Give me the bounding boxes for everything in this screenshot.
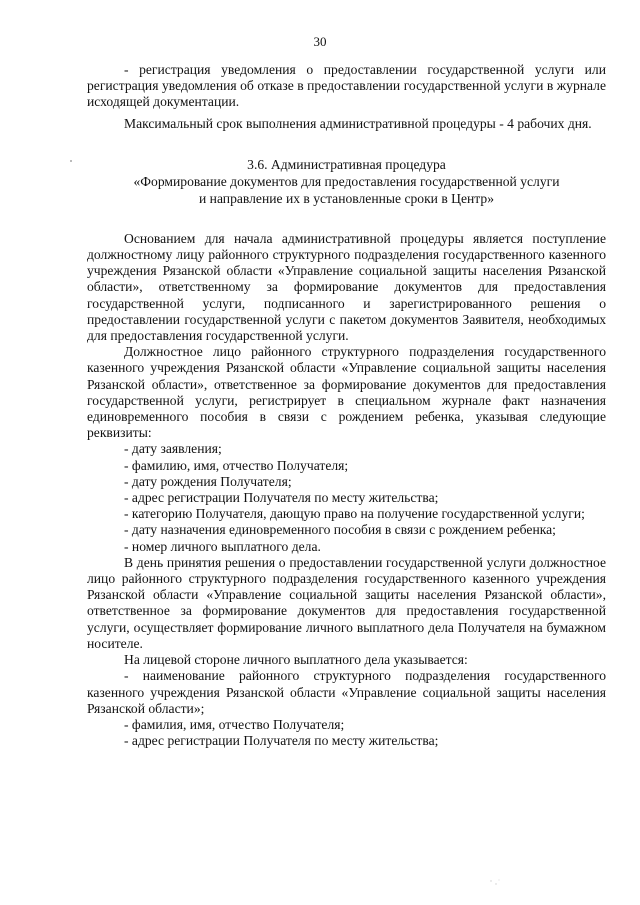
- scan-speck: [70, 160, 72, 162]
- paragraph-cover-intro: На лицевой стороне личного выплатного дела указывается:: [124, 652, 468, 668]
- section-heading-number: 3.6. Административная процедура: [247, 156, 446, 172]
- document-body: [87, 62, 606, 749]
- list-item-cover: - фамилия, имя, отчество Получателя;: [124, 716, 345, 732]
- section-heading-title-line1: «Формирование документов для предоставления государственной услуги: [133, 173, 560, 189]
- list-item-requisite: - категорию Получателя, дающую право на получение государственной услуги;: [124, 506, 585, 522]
- list-item-requisite: - фамилию, имя, отчество Получателя;: [124, 457, 349, 473]
- list-item-cover: - адрес регистрации Получателя по месту жительства;: [124, 733, 439, 749]
- list-item-requisite: - адрес регистрации Получателя по месту жительства;: [124, 490, 439, 506]
- list-item-cover: - наименование районного структурного подразделения государственного казенного учреждения Рязанской области «Управление социальной защиты населения Рязанской области»;: [87, 668, 606, 716]
- list-item-requisite: - дату заявления;: [124, 441, 222, 457]
- scan-noise-icon: [488, 878, 502, 888]
- paragraph-registration: - регистрация уведомления о предоставлении государственной услуги или регистрация уведомления об отказе в предоставлении государственной услуги в журнале исходящей документации.: [87, 62, 606, 110]
- list-item-requisite: - дату назначения единовременного пособия в связи с рождением ребенка;: [124, 522, 556, 538]
- list-item-requisite: - номер личного выплатного дела.: [124, 538, 321, 554]
- list-item-requisite: - дату рождения Получателя;: [124, 473, 292, 489]
- section-heading: [87, 156, 606, 207]
- paragraph-basis: Основанием для начала административной процедуры является поступление должностному лицу районного структурного подразделения государственного казенного учреждения Рязанской области «Управление социальной защиты населения Рязанской области», ответственному за формирование документов для предоставления государственной услуги, подписанного и зарегистрированного решения о предоставлении государственной услуги с пакетом документов Заявителя, необходимых для предоставления государственной услуги.: [87, 230, 606, 344]
- section-heading-title-line2: и направление их в установленные сроки в Центр»: [199, 190, 494, 206]
- paragraph-official-registers: Должностное лицо районного структурного подразделения государственного казенного учреждения Рязанской области «Управление социальной защиты населения Рязанской области», ответственное за формирование документов для предоставления государственной услуги, регистрирует в специальном журнале факт назначения единовременного пособия в связи с рождением ребенка, указывая следующие реквизиты:: [87, 344, 606, 441]
- page-number: 30: [313, 34, 327, 49]
- paragraph-deadline: Максимальный срок выполнения административной процедуры - 4 рабочих дня.: [124, 115, 592, 131]
- paragraph-file-formation: В день принятия решения о предоставлении государственной услуги должностное лицо районного структурного подразделения государственного казенного учреждения Рязанской области «Управление социальной защиты населения Рязанской области», ответственное за формирование документов для предоставления государственной услуги, осуществляет формирование личного выплатного дела Получателя на бумажном носителе.: [87, 554, 606, 651]
